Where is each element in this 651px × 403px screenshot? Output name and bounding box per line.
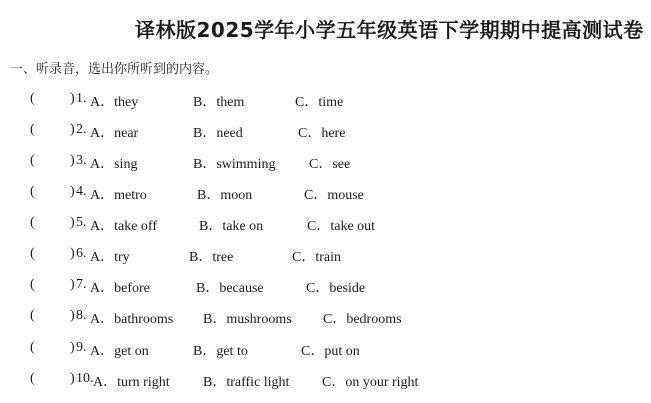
answer-blank-open: (	[30, 153, 35, 168]
option-c: C．train	[292, 250, 341, 265]
option-a: A．metro	[90, 188, 147, 203]
option-a: A．turn right	[93, 375, 170, 390]
answer-blank-close: )	[70, 277, 75, 292]
answer-blank-close: )	[70, 308, 75, 323]
question-row	[0, 246, 651, 266]
option-c: C．beside	[306, 281, 366, 296]
option-a: A．sing	[90, 157, 138, 172]
option-b: B．swimming	[193, 157, 276, 172]
option-b: B．moon	[197, 188, 253, 203]
option-b: B．tree	[189, 250, 234, 265]
question-row	[0, 91, 651, 111]
answer-blank-open: (	[30, 215, 35, 230]
answer-blank-open: (	[30, 277, 35, 292]
option-b: B．take on	[199, 219, 264, 234]
answer-blank-open: (	[30, 184, 35, 199]
section-heading: 一、听录音，选出你所听到的内容。	[10, 62, 219, 77]
question-row	[0, 371, 651, 391]
answer-blank-close: )	[70, 246, 75, 261]
answer-blank-open: (	[30, 246, 35, 261]
option-a: A．try	[90, 250, 130, 265]
answer-blank-close: )	[70, 371, 75, 386]
question-row	[0, 153, 651, 173]
question-number: 1.	[76, 91, 87, 106]
option-c: C．mouse	[304, 188, 364, 203]
question-number: 8.	[76, 308, 87, 323]
option-b: B．get to	[193, 344, 248, 359]
option-c: C．on your right	[322, 375, 419, 390]
answer-blank-open: (	[30, 340, 35, 355]
question-number: 4.	[76, 184, 87, 199]
answer-blank-open: (	[30, 91, 35, 106]
option-b: B．need	[193, 126, 243, 141]
option-c: C．see	[309, 157, 351, 172]
answer-blank-open: (	[30, 308, 35, 323]
question-row	[0, 308, 651, 328]
option-c: C．time	[295, 95, 344, 110]
option-c: C．take out	[307, 219, 376, 234]
option-a: A．bathrooms	[90, 312, 174, 327]
option-a: A．before	[90, 281, 150, 296]
question-number: 5.	[76, 215, 87, 230]
question-number: 6.	[76, 246, 87, 261]
answer-blank-close: )	[70, 122, 75, 137]
option-a: A．they	[90, 95, 139, 110]
option-b: B．mushrooms	[203, 312, 292, 327]
answer-blank-open: (	[30, 122, 35, 137]
answer-blank-close: )	[70, 91, 75, 106]
answer-blank-close: )	[70, 340, 75, 355]
answer-blank-close: )	[70, 184, 75, 199]
question-number: 9.	[76, 340, 87, 355]
answer-blank-open: (	[30, 371, 35, 386]
option-a: A．take off	[90, 219, 157, 234]
question-row	[0, 122, 651, 142]
option-c: C．put on	[301, 344, 360, 359]
option-b: B．them	[193, 95, 245, 110]
question-number: 7.	[76, 277, 87, 292]
option-a: A．get on	[90, 344, 149, 359]
answer-blank-close: )	[70, 215, 75, 230]
page-title: 译林版2025学年小学五年级英语下学期期中提高测试卷	[135, 18, 644, 42]
option-c: C．here	[298, 126, 346, 141]
question-row	[0, 184, 651, 204]
option-b: B．traffic light	[203, 375, 290, 390]
question-row	[0, 215, 651, 235]
question-number: 2.	[76, 122, 87, 137]
question-number: 3.	[76, 153, 87, 168]
question-row	[0, 277, 651, 297]
question-number: 10.	[76, 371, 94, 386]
question-row	[0, 340, 651, 360]
option-a: A．near	[90, 126, 139, 141]
answer-blank-close: )	[70, 153, 75, 168]
option-c: C．bedrooms	[323, 312, 402, 327]
option-b: B．because	[196, 281, 264, 296]
